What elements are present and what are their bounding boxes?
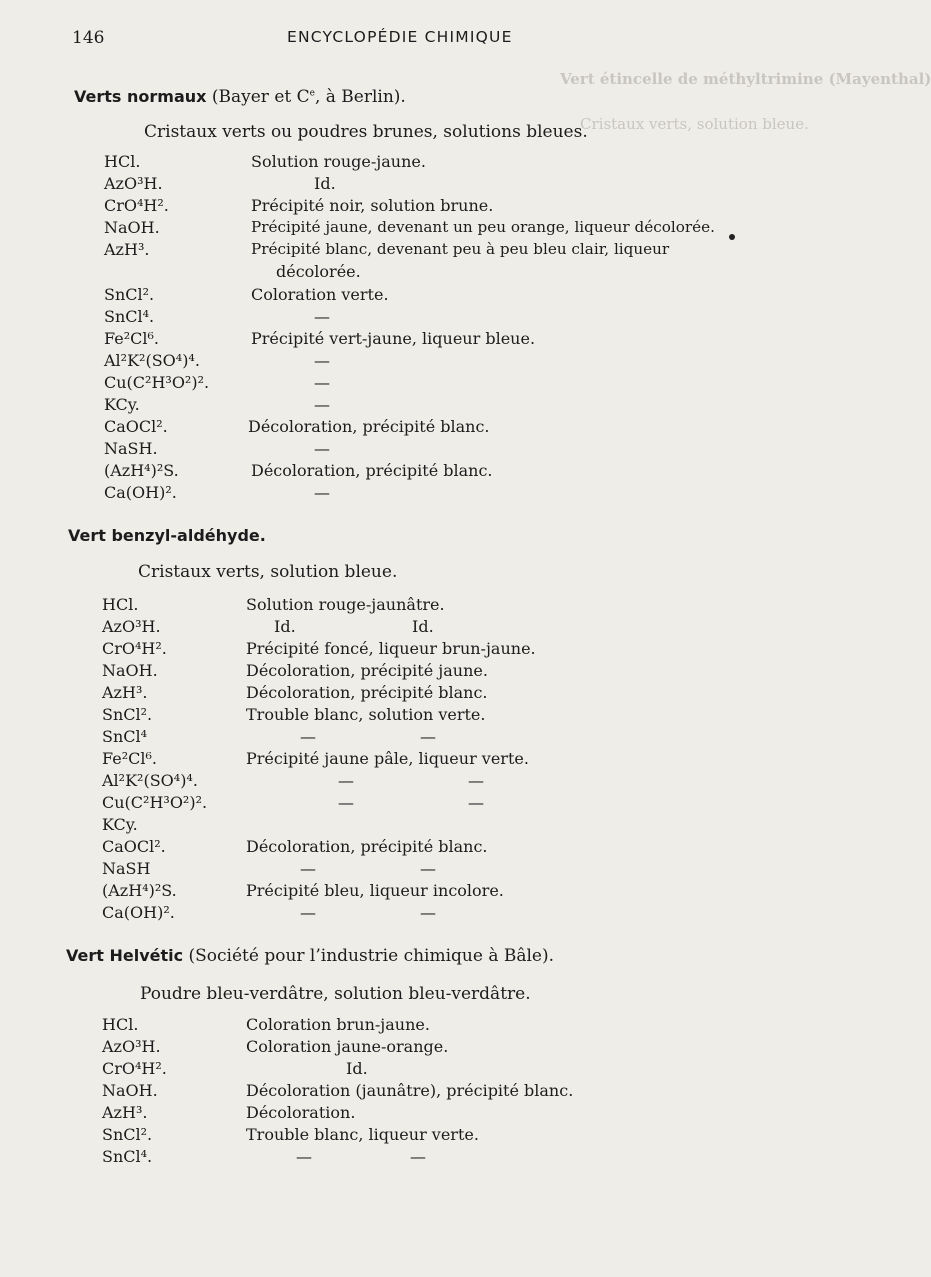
reaction-result: Précipité foncé, liqueur brun-jaune.	[246, 639, 536, 658]
reaction-result: Id.	[274, 617, 296, 636]
section-heading	[66, 946, 554, 966]
reaction-row	[0, 1015, 800, 1037]
reaction-row	[0, 705, 800, 727]
reaction-row	[0, 815, 800, 837]
reaction-result-2: —	[468, 793, 484, 812]
reaction-result: Précipité jaune pâle, liqueur verte.	[246, 749, 529, 768]
reaction-row	[0, 859, 800, 881]
reaction-result: Trouble blanc, liqueur verte.	[246, 1125, 479, 1144]
section-maker: (Société pour l’industrie chimique à Bâle).	[188, 946, 555, 966]
reagent: Ca(OH)².	[102, 903, 175, 922]
reaction-row	[0, 461, 800, 483]
reaction-row	[0, 174, 800, 196]
reaction-row	[0, 661, 800, 683]
section-description: Cristaux verts, solution bleue.	[138, 562, 398, 582]
reaction-row	[0, 1059, 800, 1081]
section-heading	[74, 87, 406, 107]
bleed-through-text: Cristaux verts, solution bleue.	[580, 115, 809, 133]
reagent: Ca(OH)².	[104, 483, 177, 502]
bleed-through-text: Vert étincelle de méthyltrimine (Mayenthal)	[560, 70, 931, 88]
reaction-result: Précipité bleu, liqueur incolore.	[246, 881, 504, 900]
reaction-row	[0, 373, 800, 395]
reaction-row	[0, 196, 800, 218]
reagent: Cu(C²H³O²)².	[102, 793, 208, 812]
reagent: SnCl².	[104, 285, 155, 304]
reaction-row	[0, 683, 800, 705]
reaction-row	[0, 903, 800, 925]
reaction-row	[0, 1081, 800, 1103]
reagent: NaSH.	[104, 439, 158, 458]
reagent: Fe²Cl⁶.	[102, 749, 157, 768]
reaction-result: Coloration verte.	[251, 285, 389, 304]
reaction-result: —	[314, 483, 330, 502]
reaction-row	[0, 285, 800, 307]
reagent: KCy.	[104, 395, 140, 414]
reaction-result: Coloration jaune-orange.	[246, 1037, 449, 1056]
reaction-result: Trouble blanc, solution verte.	[246, 705, 486, 724]
reaction-result: Décoloration, précipité jaune.	[246, 661, 488, 680]
reagent: AzH³.	[104, 240, 150, 259]
reaction-result: Précipité vert-jaune, liqueur bleue.	[251, 329, 536, 348]
reaction-row	[0, 771, 800, 793]
reaction-result: Solution rouge-jaunâtre.	[246, 595, 445, 614]
reaction-row	[0, 351, 800, 373]
reagent: AzO³H.	[104, 174, 163, 193]
reaction-result: Décoloration (jaunâtre), précipité blanc.	[246, 1081, 574, 1100]
reaction-result: —	[296, 1147, 312, 1166]
reagent: (AzH⁴)²S.	[104, 461, 179, 480]
ink-spot	[729, 234, 735, 240]
reagent: HCl.	[102, 595, 139, 614]
section-heading	[68, 526, 266, 546]
reaction-row	[0, 639, 800, 661]
reagent: NaOH.	[104, 218, 160, 237]
reaction-result: —	[314, 439, 330, 458]
reaction-row	[0, 329, 800, 351]
reaction-row	[0, 727, 800, 749]
reagent: SnCl⁴.	[102, 1147, 153, 1166]
reaction-result: —	[300, 903, 316, 922]
reagent: Cu(C²H³O²)².	[104, 373, 210, 392]
reagent: SnCl².	[102, 705, 153, 724]
reaction-row	[0, 483, 800, 505]
reaction-row	[0, 749, 800, 771]
reaction-result: —	[314, 307, 330, 326]
reaction-result: Solution rouge-jaune.	[251, 152, 426, 171]
reagent: HCl.	[102, 1015, 139, 1034]
reaction-row	[0, 240, 800, 262]
reagent: AzH³.	[102, 1103, 148, 1122]
reagent: Al²K²(SO⁴)⁴.	[102, 771, 198, 790]
section-maker: (Bayer et Ce, à Berlin).	[211, 87, 406, 107]
section-description: Poudre bleu-verdâtre, solution bleu-verdâtre.	[140, 984, 531, 1004]
reaction-result: —	[300, 859, 316, 878]
reaction-result: Précipité jaune, devenant un peu orange, liqueur décolorée.	[251, 218, 715, 236]
reaction-result: Décoloration, précipité blanc.	[251, 461, 493, 480]
running-title: ENCYCLOPÉDIE CHIMIQUE	[287, 28, 513, 46]
reaction-row	[0, 417, 800, 439]
reaction-result: décolorée.	[276, 262, 361, 281]
reaction-row	[0, 218, 800, 240]
reagent: CrO⁴H².	[102, 639, 167, 658]
reaction-row	[0, 1037, 800, 1059]
reagent: CaOCl².	[102, 837, 166, 856]
reaction-result-2: —	[468, 771, 484, 790]
reaction-result: —	[314, 351, 330, 370]
reaction-result: Décoloration, précipité blanc.	[246, 837, 488, 856]
reaction-row	[0, 617, 800, 639]
reaction-result: Précipité blanc, devenant peu à peu bleu clair, liqueur	[251, 240, 670, 258]
reagent: AzO³H.	[102, 1037, 161, 1056]
reaction-result: —	[314, 373, 330, 392]
reaction-result: —	[338, 771, 354, 790]
reagent: SnCl⁴.	[104, 307, 155, 326]
reaction-result: —	[338, 793, 354, 812]
reaction-result: Décoloration.	[246, 1103, 356, 1122]
reagent: SnCl².	[102, 1125, 153, 1144]
page-header	[0, 24, 800, 54]
reagent: NaOH.	[102, 661, 158, 680]
section-description: Cristaux verts ou poudres brunes, solutions bleues.	[144, 122, 588, 142]
reagent: KCy.	[102, 815, 138, 834]
reaction-row	[0, 307, 800, 329]
reagent: SnCl⁴	[102, 727, 148, 746]
reaction-result: —	[314, 395, 330, 414]
section-name: Vert benzyl-aldéhyde.	[68, 526, 266, 545]
reaction-result-2: —	[420, 903, 436, 922]
reaction-result-2: —	[420, 859, 436, 878]
reaction-result: Décoloration, précipité blanc.	[248, 417, 490, 436]
reaction-row	[0, 152, 800, 174]
reaction-row	[0, 793, 800, 815]
reagent: NaSH	[102, 859, 151, 878]
reagent: CrO⁴H².	[104, 196, 169, 215]
reagent: AzH³.	[102, 683, 148, 702]
reaction-result: Id.	[346, 1059, 368, 1078]
reaction-result-2: Id.	[412, 617, 434, 636]
page-number: 146	[72, 28, 105, 48]
reagent: HCl.	[104, 152, 141, 171]
reagent: (AzH⁴)²S.	[102, 881, 177, 900]
reaction-row	[0, 439, 800, 461]
reagent: Al²K²(SO⁴)⁴.	[104, 351, 200, 370]
reaction-row	[0, 837, 800, 859]
section-name: Verts normaux	[74, 87, 207, 106]
reagent: NaOH.	[102, 1081, 158, 1100]
reaction-row-continuation	[0, 262, 800, 284]
reaction-result-2: —	[410, 1147, 426, 1166]
reagent: Fe²Cl⁶.	[104, 329, 159, 348]
reaction-result: Précipité noir, solution brune.	[251, 196, 494, 215]
reagent: AzO³H.	[102, 617, 161, 636]
reaction-row	[0, 1103, 800, 1125]
section-name: Vert Helvétic	[66, 946, 184, 965]
reaction-result-2: —	[420, 727, 436, 746]
reaction-row	[0, 595, 800, 617]
reaction-result: —	[300, 727, 316, 746]
reaction-row	[0, 395, 800, 417]
reaction-row	[0, 881, 800, 903]
reagent: CrO⁴H².	[102, 1059, 167, 1078]
reaction-result: Id.	[314, 174, 336, 193]
reaction-result: Décoloration, précipité blanc.	[246, 683, 488, 702]
reaction-row	[0, 1125, 800, 1147]
reaction-result: Coloration brun-jaune.	[246, 1015, 430, 1034]
reagent: CaOCl².	[104, 417, 168, 436]
reaction-row	[0, 1147, 800, 1169]
